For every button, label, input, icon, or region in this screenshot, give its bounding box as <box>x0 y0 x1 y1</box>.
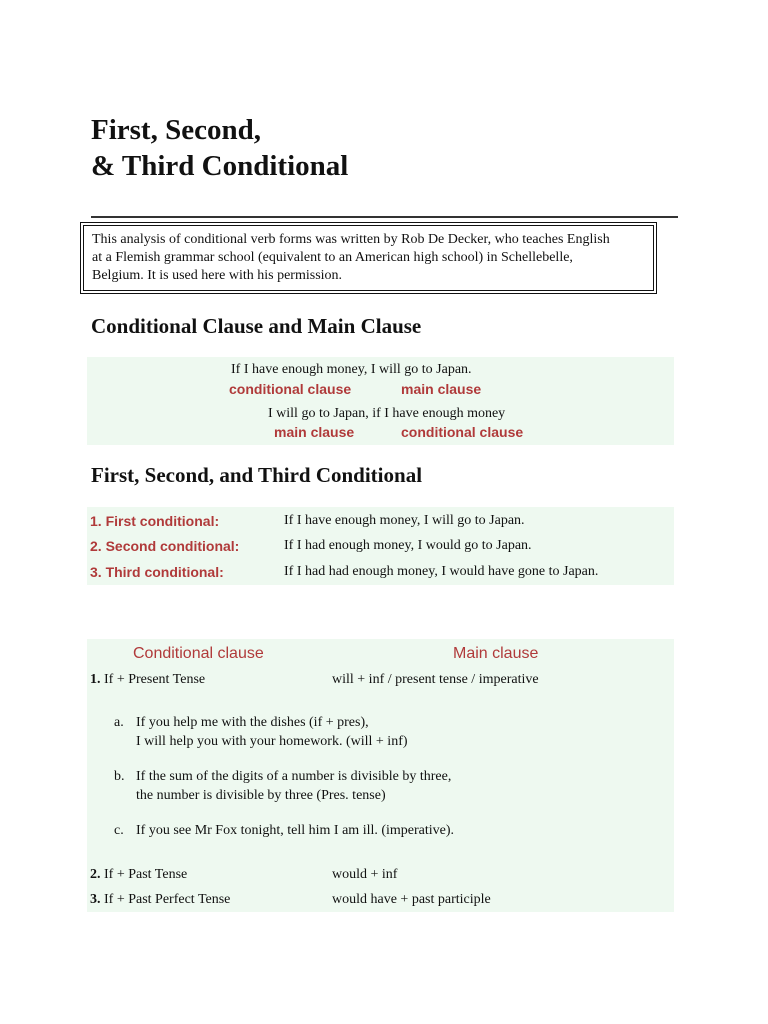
page-title <box>91 112 348 184</box>
title-line-2: & Third Conditional <box>91 150 349 182</box>
tense-row-2-clause: If + Past Tense <box>100 867 188 882</box>
example-c-line-1: If you see Mr Fox tonight, tell him I am ill. (imperative). <box>136 823 455 838</box>
conditionals-panel <box>87 507 674 585</box>
example-2-sentence: I will go to Japan, if I have enough money <box>268 406 506 421</box>
tense-row-3 <box>90 892 230 908</box>
section-heading-conditionals: First, Second, and Third Conditional <box>91 463 423 487</box>
title-divider <box>91 216 678 218</box>
tense-row-3-main: would have + past participle <box>332 892 491 907</box>
example-a-line-1: If you help me with the dishes (if + pres), <box>136 715 369 730</box>
column-header-main: Main clause <box>453 645 539 662</box>
tense-row-3-clause: If + Past Perfect Tense <box>100 892 231 907</box>
tense-row-2 <box>90 867 187 883</box>
example-a-marker: a. <box>114 715 124 730</box>
conditional-label-1: 1. First conditional: <box>90 513 220 529</box>
intro-line-1: This analysis of conditional verb forms was written by Rob De Decker, who teaches English <box>92 232 610 247</box>
example-b-line-1: If the sum of the digits of a number is divisible by three, <box>136 769 452 784</box>
tense-row-1-number: 1. <box>90 672 101 687</box>
example-b-marker: b. <box>114 769 125 784</box>
section-heading-clauses: Conditional Clause and Main Clause <box>91 314 422 338</box>
example-1-label-conditional: conditional clause <box>229 381 352 397</box>
tense-row-3-number: 3. <box>90 892 101 907</box>
conditional-sentence-2: If I had enough money, I would go to Japan. <box>284 538 532 553</box>
tense-row-1-clause: If + Present Tense <box>100 672 206 687</box>
tense-row-1 <box>90 672 205 688</box>
intro-line-2: at a Flemish grammar school (equivalent to an American high school) in Schellebelle, <box>92 250 573 265</box>
example-a-line-2: I will help you with your homework. (will + inf) <box>136 734 408 749</box>
column-header-conditional: Conditional clause <box>133 645 264 662</box>
clause-example-panel <box>87 357 674 445</box>
intro-line-3: Belgium. It is used here with his permission. <box>92 268 343 283</box>
example-1-sentence: If I have enough money, I will go to Japan. <box>231 362 472 377</box>
example-1-label-main: main clause <box>401 381 482 397</box>
conditional-label-3: 3. Third conditional: <box>90 564 224 580</box>
example-2-label-main: main clause <box>274 424 355 440</box>
tense-table-panel <box>87 639 674 912</box>
example-b-line-2: the number is divisible by three (Pres. tense) <box>136 788 386 803</box>
conditional-sentence-3: If I had had enough money, I would have gone to Japan. <box>284 564 599 579</box>
conditional-sentence-1: If I have enough money, I will go to Japan. <box>284 513 525 528</box>
example-2-label-conditional: conditional clause <box>401 424 524 440</box>
tense-row-2-number: 2. <box>90 867 101 882</box>
example-c-marker: c. <box>114 823 124 838</box>
tense-row-1-main: will + inf / present tense / imperative <box>332 672 539 687</box>
title-line-1: First, Second, <box>91 114 261 146</box>
tense-row-2-main: would + inf <box>332 867 398 882</box>
intro-box <box>80 222 657 294</box>
conditional-label-2: 2. Second conditional: <box>90 538 240 554</box>
